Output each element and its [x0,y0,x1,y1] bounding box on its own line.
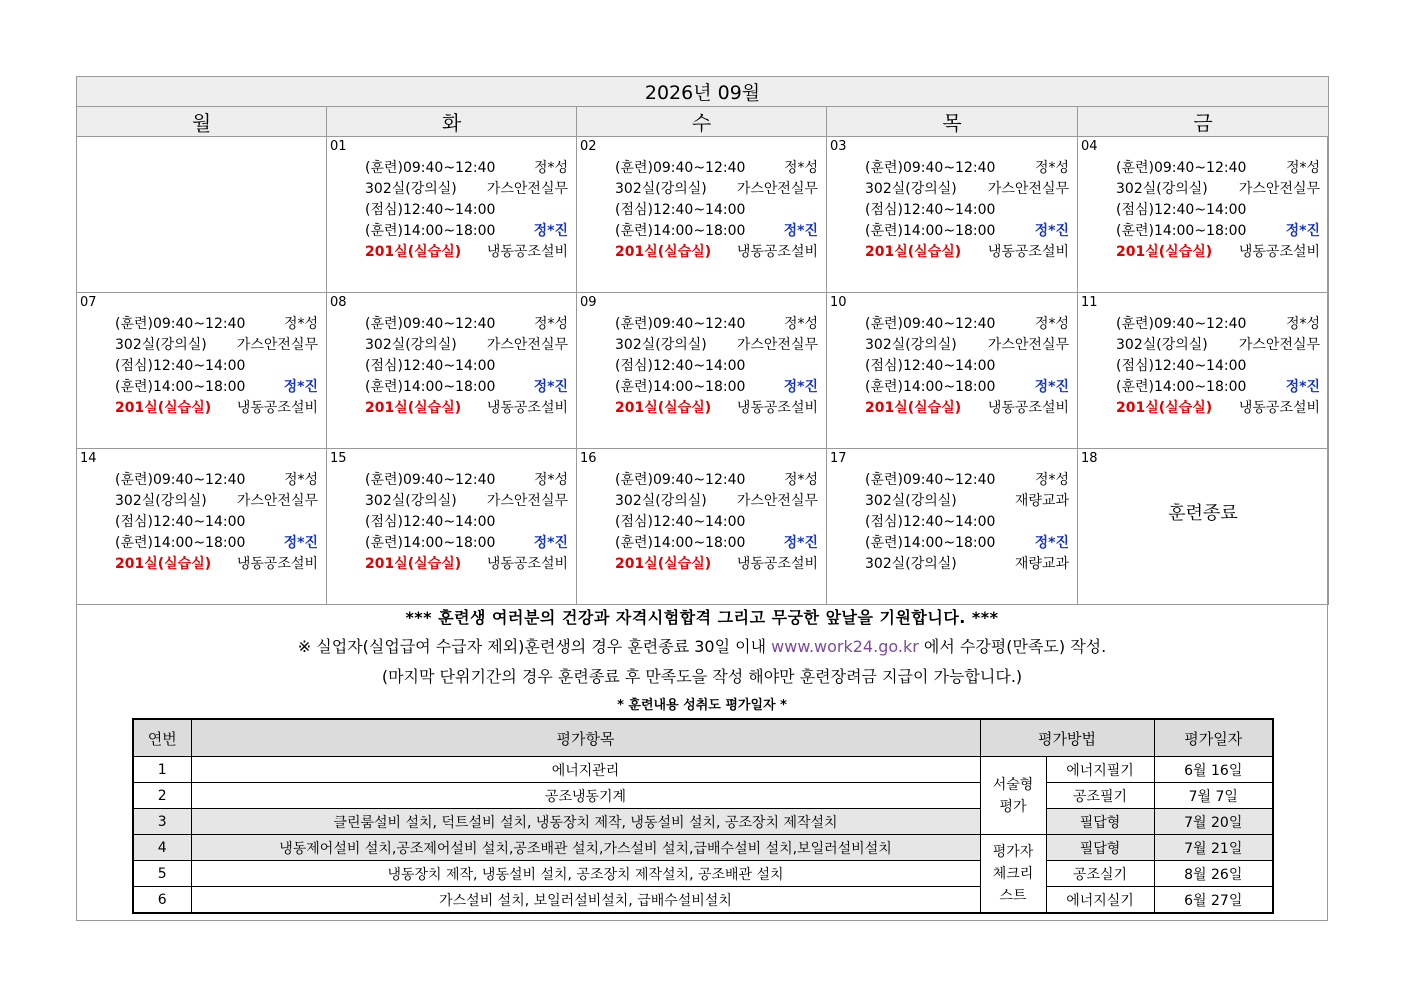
subject-name: 냉동공조설비 [987,244,1069,260]
afternoon-room [1116,242,1320,263]
room-name: 302실(강의실) [1116,337,1208,353]
lunch-break [1116,200,1320,221]
afternoon-room [365,398,568,419]
eval-no: 4 [133,835,191,861]
morning-room [115,335,318,356]
morning-session [615,470,818,491]
weekday-mon: 월 [77,107,327,137]
lunch-break [865,512,1069,533]
instructor-name: 정*진 [783,535,818,551]
lunch-break [115,356,318,377]
afternoon-room [115,554,318,575]
eval-date: 7월 21일 [1154,835,1273,861]
eval-header-method: 평가방법 [980,719,1154,757]
day-schedule [615,158,818,263]
room-name: 201실(실습실) [365,400,462,416]
morning-session [615,158,818,179]
room-name: 302실(강의실) [615,493,707,509]
subject-name: 냉동공조설비 [1238,400,1321,416]
lunch-time: (점심)12:40~14:00 [1116,358,1247,374]
lunch-break [865,356,1069,377]
lunch-break [615,356,818,377]
subject-name: 냉동공조설비 [736,556,818,572]
subject-name: 가스안전실무 [236,337,318,353]
eval-item: 냉동제어설비 설치,공조제어설비 설치,공조배관 설치,가스설비 설치,급배수설비 설치,보일러설비설치 [191,835,980,861]
room-name: 302실(강의실) [115,337,207,353]
session-time: (훈련)09:40~12:40 [1116,316,1247,332]
day-cell [1078,449,1329,605]
session-time: (훈련)14:00~18:00 [865,535,996,551]
subject-name: 냉동공조설비 [236,556,318,572]
morning-session [1116,158,1320,179]
eval-method: 필답형 [1046,835,1154,861]
eval-no: 5 [133,861,191,887]
subject-name: 가스안전실무 [486,337,568,353]
day-schedule [365,470,568,575]
session-time: (훈련)14:00~18:00 [365,223,496,239]
survey-note: (마지막 단위기간의 경우 훈련종료 후 만족도을 작성 해야만 훈련장려금 지급이 가능합니다.) [381,667,1023,686]
afternoon-session [1116,221,1320,242]
afternoon-room [365,554,568,575]
lunch-break [1116,356,1320,377]
instructor-name: 정*진 [1285,379,1321,395]
lunch-break [365,512,568,533]
room-name: 302실(강의실) [1116,181,1208,197]
subject-name: 냉동공조설비 [486,400,568,416]
day-number: 11 [1081,295,1098,310]
morning-room [615,335,818,356]
subject-name: 냉동공조설비 [486,556,568,572]
morning-room [1116,335,1320,356]
room-name: 302실(강의실) [865,181,957,197]
room-name: 201실(실습실) [115,400,212,416]
eval-date: 7월 7일 [1154,783,1273,809]
eval-method: 에너지필기 [1046,757,1154,783]
subject-name: 가스안전실무 [486,493,568,509]
day-cell [827,449,1078,605]
room-name: 201실(실습실) [1116,400,1213,416]
eval-date: 7월 20일 [1154,809,1273,835]
morning-room [365,335,568,356]
afternoon-session [365,533,568,554]
room-name: 302실(강의실) [865,337,957,353]
instructor-name: 정*성 [783,316,818,332]
room-name: 201실(실습실) [1116,244,1213,260]
afternoon-room [615,242,818,263]
session-time: (훈련)14:00~18:00 [115,535,246,551]
room-name: 201실(실습실) [115,556,212,572]
morning-room [365,491,568,512]
lunch-break [615,512,818,533]
session-time: (훈련)09:40~12:40 [865,316,996,332]
session-time: (훈련)09:40~12:40 [115,472,246,488]
day-number: 18 [1081,451,1098,466]
afternoon-room [615,554,818,575]
morning-room [865,491,1069,512]
day-number: 08 [330,295,347,310]
table-row [133,783,1273,809]
morning-room [615,179,818,200]
day-number: 07 [80,295,97,310]
afternoon-room [365,242,568,263]
subject-name: 냉동공조설비 [236,400,318,416]
afternoon-room [115,398,318,419]
morning-room [615,491,818,512]
instructor-name: 정*진 [283,379,318,395]
survey-notice [76,634,1328,657]
eval-item: 가스설비 설치, 보일러설비설치, 급배수설비설치 [191,887,980,914]
instructor-name: 정*진 [1034,535,1069,551]
instructor-name: 정*성 [533,316,568,332]
eval-no: 1 [133,757,191,783]
eval-date: 6월 27일 [1154,887,1273,914]
instructor-name: 정*성 [533,160,568,176]
eval-no: 2 [133,783,191,809]
morning-session [615,314,818,335]
day-number: 02 [580,139,597,154]
eval-item: 냉동장치 제작, 냉동설비 설치, 공조장치 제작설치, 공조배관 설치 [191,861,980,887]
morning-session [1116,314,1320,335]
lunch-time: (점심)12:40~14:00 [865,202,996,218]
session-time: (훈련)09:40~12:40 [615,160,746,176]
morning-room [865,335,1069,356]
instructor-name: 정*성 [283,472,318,488]
session-time: (훈련)14:00~18:00 [615,535,746,551]
eval-no: 6 [133,887,191,914]
instructor-name: 정*진 [783,223,818,239]
eval-no: 3 [133,809,191,835]
session-time: (훈련)09:40~12:40 [865,160,996,176]
evaluation-table [132,718,1274,914]
day-cell [327,449,577,605]
room-name: 201실(실습실) [615,556,712,572]
instructor-name: 정*진 [783,379,818,395]
table-row [133,861,1273,887]
room-name: 302실(강의실) [365,337,457,353]
room-name: 201실(실습실) [865,400,962,416]
morning-session [865,158,1069,179]
session-time: (훈련)14:00~18:00 [865,379,996,395]
morning-room [1116,179,1320,200]
subject-name: 재량교과 [1014,556,1069,572]
room-name: 302실(강의실) [865,556,957,572]
day-schedule [1116,158,1320,263]
instructor-name: 정*성 [1034,160,1069,176]
room-name: 201실(실습실) [615,244,712,260]
weekday-wed: 수 [577,107,827,137]
training-end-label: 훈련종료 [1168,503,1238,524]
instructor-name: 정*성 [1034,472,1069,488]
morning-session [365,314,568,335]
eval-item: 클린룸설비 설치, 덕트설비 설치, 냉동장치 제작, 냉동설비 설치, 공조장치 제작설치 [191,809,980,835]
morning-session [115,314,318,335]
weekday-thu: 목 [827,107,1078,137]
instructor-name: 정*진 [1285,223,1321,239]
eval-item: 에너지관리 [191,757,980,783]
eval-header-no: 연번 [133,719,191,757]
session-time: (훈련)14:00~18:00 [615,223,746,239]
afternoon-room [1116,398,1320,419]
afternoon-session [615,533,818,554]
lunch-break [115,512,318,533]
day-schedule [865,158,1069,263]
instructor-name: 정*성 [783,160,818,176]
afternoon-room [865,242,1069,263]
day-schedule [115,470,318,575]
day-cell [577,449,827,605]
subject-name: 가스안전실무 [486,181,568,197]
room-name: 302실(강의실) [115,493,207,509]
morning-room [115,491,318,512]
day-number: 16 [580,451,597,466]
day-cell [827,137,1078,293]
subject-name: 냉동공조설비 [736,244,818,260]
subject-name: 가스안전실무 [736,493,818,509]
session-time: (훈련)09:40~12:40 [115,316,246,332]
lunch-time: (점심)12:40~14:00 [365,202,496,218]
afternoon-session [615,377,818,398]
day-number: 03 [830,139,847,154]
day-number: 14 [80,451,97,466]
subject-name: 가스안전실무 [736,181,818,197]
room-name: 201실(실습실) [365,244,462,260]
instructor-name: 정*진 [283,535,318,551]
day-cell [827,293,1078,449]
calendar-table [76,76,1329,605]
lunch-time: (점심)12:40~14:00 [365,358,496,374]
eval-method: 필답형 [1046,809,1154,835]
day-schedule [1116,314,1320,419]
eval-method-group: 평가자 체크리 스트 [980,835,1046,914]
morning-session [115,470,318,491]
session-time: (훈련)14:00~18:00 [615,379,746,395]
weekday-fri: 금 [1078,107,1329,137]
eval-date: 6월 16일 [1154,757,1273,783]
morning-session [865,314,1069,335]
survey-suffix: 에서 수강평(만족도) 작성. [923,637,1107,656]
afternoon-session [365,377,568,398]
session-time: (훈련)09:40~12:40 [865,472,996,488]
survey-link[interactable]: www.work24.go.kr [771,637,919,656]
session-time: (훈련)14:00~18:00 [1116,379,1247,395]
subject-name: 냉동공조설비 [987,400,1069,416]
lunch-time: (점심)12:40~14:00 [615,202,746,218]
day-number: 09 [580,295,597,310]
instructor-name: 정*진 [533,379,568,395]
morning-room [865,179,1069,200]
instructor-name: 정*성 [1285,316,1321,332]
day-number: 10 [830,295,847,310]
lunch-break [365,356,568,377]
session-time: (훈련)09:40~12:40 [365,316,496,332]
eval-date: 8월 26일 [1154,861,1273,887]
lunch-time: (점심)12:40~14:00 [615,358,746,374]
eval-method-group: 서술형 평가 [980,757,1046,835]
instructor-name: 정*진 [1034,223,1069,239]
day-cell [327,137,577,293]
afternoon-session [1116,377,1320,398]
calendar-title: 2026년 09월 [77,77,1329,107]
day-schedule [115,314,318,419]
eval-item: 공조냉동기계 [191,783,980,809]
instructor-name: 정*성 [283,316,318,332]
lunch-time: (점심)12:40~14:00 [115,358,246,374]
day-number: 17 [830,451,847,466]
afternoon-session [115,533,318,554]
table-row [133,757,1273,783]
room-name: 302실(강의실) [615,181,707,197]
day-schedule [865,314,1069,419]
subject-name: 냉동공조설비 [486,244,568,260]
subject-name: 가스안전실무 [987,337,1069,353]
afternoon-session [365,221,568,242]
session-time: (훈련)09:40~12:40 [615,316,746,332]
lunch-time: (점심)12:40~14:00 [115,514,246,530]
lunch-time: (점심)12:40~14:00 [615,514,746,530]
subject-name: 가스안전실무 [1238,337,1321,353]
instructor-name: 정*진 [1034,379,1069,395]
eval-method: 공조필기 [1046,783,1154,809]
day-cell [327,293,577,449]
survey-prefix: ※ 실업자(실업급여 수급자 제외)훈련생의 경우 훈련종료 30일 이내 [297,637,767,656]
greeting-text: *** 훈련생 여러분의 건강과 자격시험합격 그리고 무궁한 앞날을 기원합니다. *** [405,608,999,627]
instructor-name: 정*진 [533,535,568,551]
afternoon-session [865,377,1069,398]
day-number: 15 [330,451,347,466]
room-name: 201실(실습실) [865,244,962,260]
table-row [133,809,1273,835]
day-schedule [365,158,568,263]
subject-name: 가스안전실무 [236,493,318,509]
session-time: (훈련)09:40~12:40 [615,472,746,488]
subject-name: 냉동공조설비 [1238,244,1321,260]
day-cell [77,137,327,293]
table-row [133,887,1273,914]
lunch-time: (점심)12:40~14:00 [865,514,996,530]
day-schedule [615,470,818,575]
afternoon-room [865,554,1069,575]
session-time: (훈련)09:40~12:40 [1116,160,1247,176]
session-time: (훈련)14:00~18:00 [365,379,496,395]
morning-session [365,470,568,491]
instructor-name: 정*진 [533,223,568,239]
afternoon-room [865,398,1069,419]
room-name: 302실(강의실) [365,493,457,509]
day-schedule [615,314,818,419]
session-time: (훈련)14:00~18:00 [1116,223,1247,239]
room-name: 302실(강의실) [615,337,707,353]
afternoon-room [615,398,818,419]
room-name: 201실(실습실) [615,400,712,416]
day-cell [1078,137,1329,293]
room-name: 302실(강의실) [865,493,957,509]
subject-name: 가스안전실무 [1238,181,1321,197]
subject-name: 가스안전실무 [987,181,1069,197]
lunch-time: (점심)12:40~14:00 [365,514,496,530]
day-schedule [865,470,1069,575]
morning-session [365,158,568,179]
weekday-tue: 화 [327,107,577,137]
instructor-name: 정*성 [1285,160,1321,176]
lunch-break [365,200,568,221]
afternoon-session [865,533,1069,554]
day-cell [77,449,327,605]
room-name: 302실(강의실) [365,181,457,197]
eval-method: 공조실기 [1046,861,1154,887]
afternoon-session [115,377,318,398]
eval-title: * 훈련내용 성취도 평가일자 * [617,698,787,713]
table-row [133,835,1273,861]
morning-session [865,470,1069,491]
afternoon-session [615,221,818,242]
day-cell [77,293,327,449]
room-name: 201실(실습실) [365,556,462,572]
morning-room [365,179,568,200]
session-time: (훈련)09:40~12:40 [365,472,496,488]
eval-method: 에너지실기 [1046,887,1154,914]
day-cell [577,293,827,449]
day-cell [1078,293,1329,449]
session-time: (훈련)09:40~12:40 [365,160,496,176]
eval-header-date: 평가일자 [1154,719,1273,757]
instructor-name: 정*성 [783,472,818,488]
afternoon-session [865,221,1069,242]
lunch-break [865,200,1069,221]
day-number: 04 [1081,139,1098,154]
subject-name: 재량교과 [1014,493,1069,509]
session-time: (훈련)14:00~18:00 [365,535,496,551]
instructor-name: 정*성 [533,472,568,488]
lunch-time: (점심)12:40~14:00 [865,358,996,374]
eval-header-item: 평가항목 [191,719,980,757]
day-schedule [365,314,568,419]
day-number: 01 [330,139,347,154]
lunch-time: (점심)12:40~14:00 [1116,202,1247,218]
day-cell [577,137,827,293]
session-time: (훈련)14:00~18:00 [865,223,996,239]
instructor-name: 정*성 [1034,316,1069,332]
subject-name: 냉동공조설비 [736,400,818,416]
session-time: (훈련)14:00~18:00 [115,379,246,395]
subject-name: 가스안전실무 [736,337,818,353]
lunch-break [615,200,818,221]
